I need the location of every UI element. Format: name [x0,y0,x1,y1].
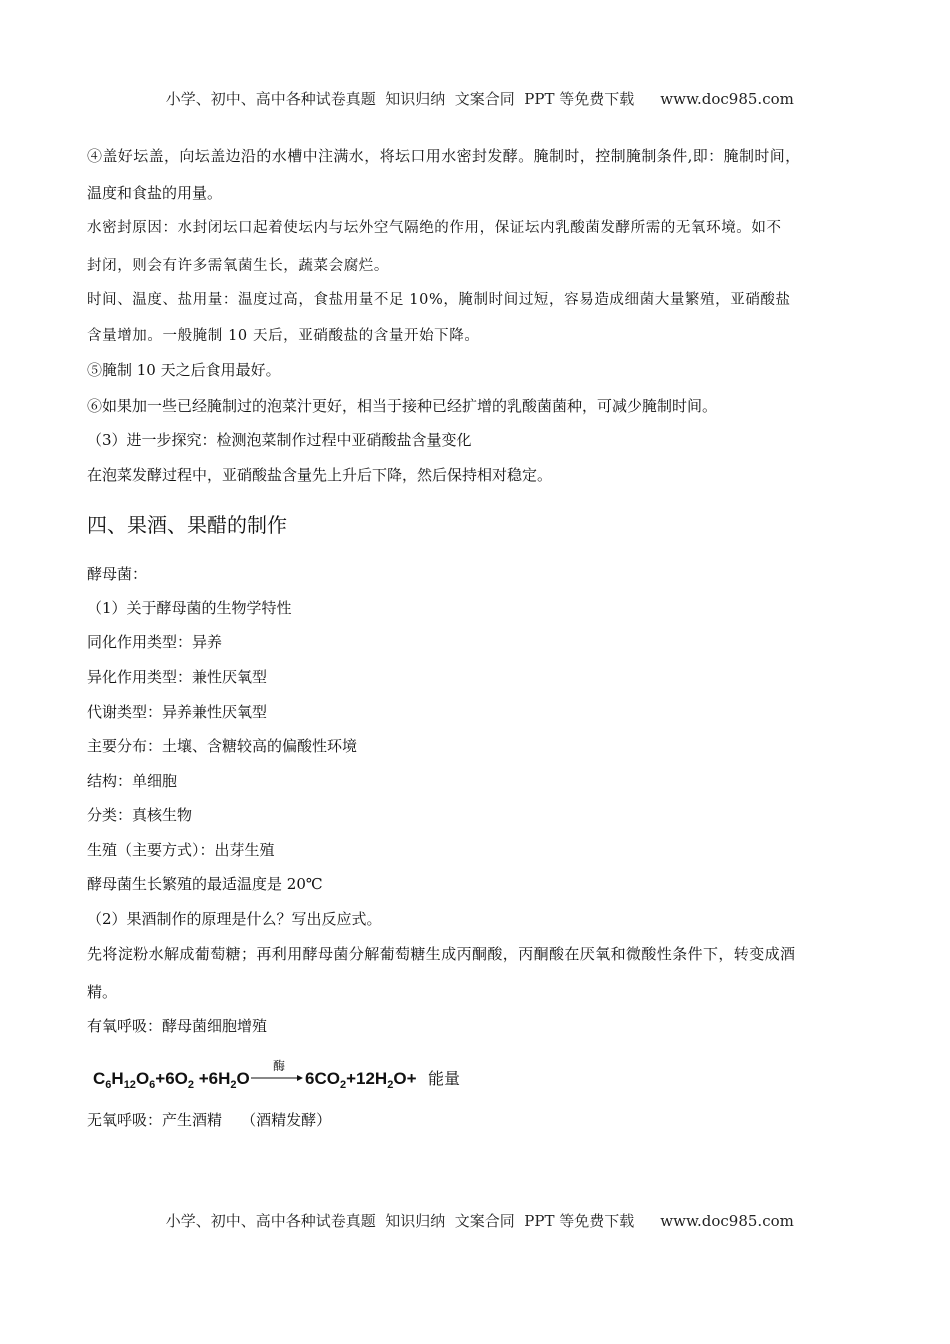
paragraph-line: 时间、温度、盐用量：温度过高，食盐用量不足 10%，腌制时间过短，容易造成细菌大量繁殖，亚硝酸盐 [87,292,791,308]
equation-products: $6CO_2+12H_2O+$ [305,1069,417,1091]
paragraph-line: （2）果酒制作的原理是什么？写出反应式。 [87,910,382,928]
paragraph-line: 水密封原因：水封闭坛口起着使坛内与坛外空气隔绝的作用，保证坛内乳酸菌发酵所需的无氧环境。如不 [87,220,782,236]
arrowhead-icon [297,1075,303,1081]
equation-reactants: $C_6H_{12}O_6+6O_2 +6H_2O$ [93,1069,250,1091]
section-heading: 四、果酒、果醋的制作 [87,513,287,537]
paragraph-line: ⑥如果加一些已经腌制过的泡菜汁更好，相当于接种已经扩增的乳酸菌菌种，可减少腌制时间。 [87,397,718,415]
paragraph-line: 在泡菜发酵过程中，亚硝酸盐含量先上升后下降，然后保持相对稳定。 [87,466,553,484]
paragraph-line: （1）关于酵母菌的生物学特性 [87,599,292,617]
page-header [0,70,950,109]
page-footer [0,1192,950,1231]
paragraph-line: （3）进一步探究：检测泡菜制作过程中亚硝酸盐含量变化 [87,431,472,449]
paragraph-line: 温度和食盐的用量。 [87,184,223,202]
paragraph-line: 无氧呼吸：产生酒精 （酒精发酵） [87,1111,332,1129]
enzyme-label: 酶 [273,1059,286,1073]
paragraph-line: 酵母菌： [87,565,148,583]
paragraph-line: 生殖（主要方式）：出芽生殖 [87,841,275,859]
paragraph-line: 精。 [87,983,118,1001]
paragraph-line: 酵母菌生长繁殖的最适温度是 20℃ [87,875,323,893]
header-site-link[interactable]: www.doc985.com [660,90,794,108]
energy-label: 能量 [428,1069,461,1088]
paragraph-line: 主要分布：土壤、含糖较高的偏酸性环境 [87,737,358,755]
paragraph-line: 同化作用类型：异养 [87,633,223,651]
aerobic-respiration-equation [93,1056,513,1096]
paragraph-line: ⑤腌制 10 天之后食用最好。 [87,361,281,379]
paragraph-line: 代谢类型：异养兼性厌氧型 [87,703,268,721]
paragraph-line: 有氧呼吸：酵母菌细胞增殖 [87,1017,268,1035]
header-text: 小学、初中、高中各种试卷真题 知识归纳 文案合同 PPT 等免费下载 [165,90,635,108]
footer-site-link[interactable]: www.doc985.com [660,1212,794,1230]
footer-text: 小学、初中、高中各种试卷真题 知识归纳 文案合同 PPT 等免费下载 [165,1212,635,1230]
paragraph-line: 先将淀粉水解成葡萄糖；再利用酵母菌分解葡萄糖生成丙酮酸，丙酮酸在厌氧和微酸性条件下，转变成酒 [87,945,796,963]
paragraph-line: 结构：单细胞 [87,772,178,790]
paragraph-line: 分类：真核生物 [87,806,193,824]
paragraph-line: ④盖好坛盖，向坛盖边沿的水槽中注满水，将坛口用水密封发酵。腌制时，控制腌制条件,即：腌制时间， [87,147,801,165]
paragraph-line: 异化作用类型：兼性厌氧型 [87,668,268,686]
paragraph-line: 封闭，则会有许多需氧菌生长，蔬菜会腐烂。 [87,258,389,274]
paragraph-line: 含量增加。一般腌制 10 天后，亚硝酸盐的含量开始下降。 [87,328,480,344]
